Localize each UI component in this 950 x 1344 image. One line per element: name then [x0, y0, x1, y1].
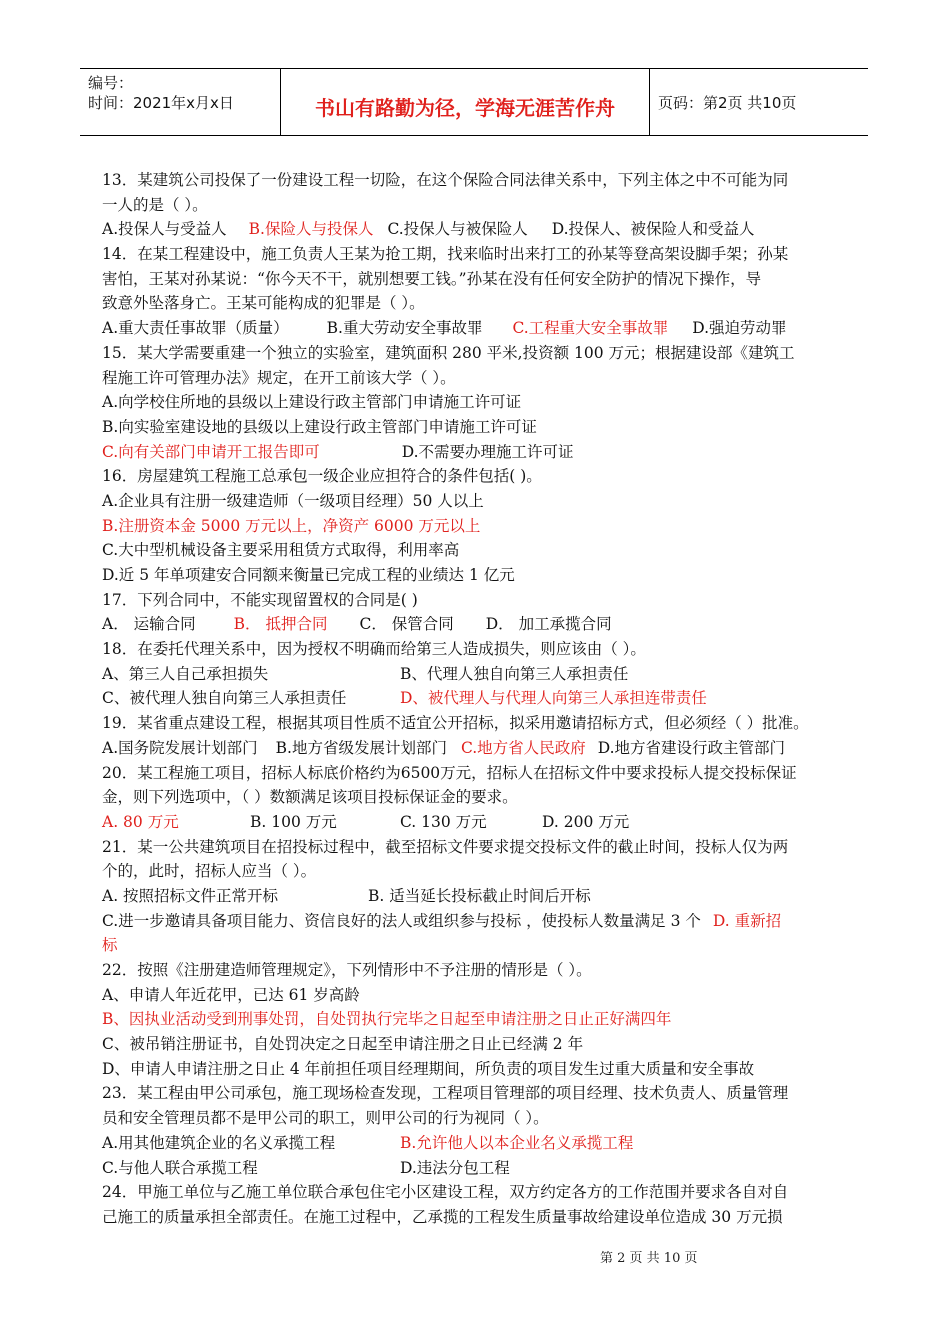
q15-option-c-answer: C.向有关部门申请开工报告即可: [102, 442, 320, 461]
header-motto: 书山有路勤为径，学海无涯苦作舟: [280, 69, 650, 135]
q21-stem-2: 个的，此时，招标人应当（ ）。: [102, 862, 317, 881]
header-page-info: 页码：第2页 共10页: [658, 93, 797, 112]
q18-option-b: B、代理人独自向第三人承担责任: [400, 664, 629, 683]
q17-options: [102, 612, 852, 637]
q13-options: [102, 217, 852, 242]
q17-option-d: D． 加工承揽合同: [485, 615, 612, 634]
document-body: [102, 168, 852, 1230]
q20-stem-2: 金，则下列选项中，（ ）数额满足该项目投标保证金的要求。: [102, 788, 518, 807]
q16-option-d: D.近 5 年单项建安合同额来衡量已完成工程的业绩达 1 亿元: [102, 566, 515, 584]
page-header: [80, 68, 868, 136]
q20-option-b: B. 100 万元: [250, 812, 337, 831]
q24-stem-2: 己施工的质量承担全部责任。在施工过程中，乙承揽的工程发生质量事故给建设单位造成 30 万元损: [102, 1207, 783, 1226]
q14-option-b: B.重大劳动安全事故罪: [326, 319, 483, 338]
q23-option-a: A.用其他建筑企业的名义承揽工程: [102, 1133, 336, 1152]
q18-options-cd: [102, 686, 852, 711]
q20-option-a-answer: A. 80 万元: [102, 812, 179, 831]
q14-option-d: D.强迫劳动罪: [692, 319, 787, 338]
q15-stem-1: 15．某大学需要重建一个独立的实验室，建筑面积 280 平米,投资额 100 万元；根据建设部《建筑工: [102, 343, 795, 362]
doc-number-label: 编号：: [88, 74, 134, 92]
q13-option-b-answer: B.保险人与投保人: [248, 220, 374, 239]
q16-option-b-answer: B.注册资本金 5000 万元以上，净资产 6000 万元以上: [102, 516, 481, 535]
q22-option-d: D、申请人申请注册之日止 4 年前担任项目经理期间，所负责的项目发生过重大质量和安全事故: [102, 1059, 755, 1078]
q23-options-cd: [102, 1156, 852, 1181]
q19-option-d: D.地方省建设行政主管部门: [597, 738, 786, 757]
q21-options-cd: [102, 909, 852, 934]
q18-options-ab: [102, 662, 852, 687]
q20-option-d: D. 200 万元: [542, 812, 630, 831]
q18-option-c: C、被代理人独自向第三人承担责任: [102, 689, 347, 708]
header-meta: [80, 69, 280, 135]
q21-options-ab: [102, 884, 852, 909]
q21-option-b: B. 适当延长投标截止时间后开标: [368, 886, 591, 905]
q21-option-a: A. 按照招标文件正常开标: [102, 886, 279, 905]
q19-option-c-answer: C.地方省人民政府: [460, 738, 586, 757]
q15-option-d: D.不需要办理施工许可证: [401, 442, 574, 461]
q23-option-b-answer: B.允许他人以本企业名义承揽工程: [400, 1133, 634, 1152]
q13-option-a: A.投保人与受益人: [102, 220, 227, 239]
q18-option-d-answer: D、被代理人与代理人向第三人承担连带责任: [400, 689, 707, 708]
q13-option-c: C.投保人与被保险人: [387, 220, 528, 239]
q18-stem: 18．在委托代理关系中，因为授权不明确而给第三人造成损失，则应该由（ ）。: [102, 640, 646, 659]
q17-option-c: C． 保管合同: [359, 615, 454, 634]
page-footer: 第 2 页 共 10 页: [600, 1251, 698, 1266]
q21-option-d-answer: D. 重新招: [712, 911, 782, 930]
q13-option-d: D.投保人、被保险人和受益人: [551, 220, 755, 239]
q19-stem: 19．某省重点建设工程，根据其项目性质不适宜公开招标，拟采用邀请招标方式，但必须经（ ）批准。: [102, 714, 809, 733]
q23-option-c: C.与他人联合承揽工程: [102, 1158, 258, 1177]
q19-option-a: A.国务院发展计划部门: [102, 738, 258, 757]
q13-stem-1: 13．某建筑公司投保了一份建设工程一切险，在这个保险合同法律关系中，下列主体之中不可能为同: [102, 171, 789, 189]
q14-option-a: A.重大责任事故罪（质量）: [102, 319, 289, 338]
q23-stem-2: 员和安全管理员都不是甲公司的职工，则甲公司的行为视同（ ）。: [102, 1109, 549, 1128]
q14-option-c-answer: C.工程重大安全事故罪: [512, 319, 669, 338]
q20-option-c: C. 130 万元: [400, 812, 487, 831]
q16-stem: 16．房屋建筑工程施工总承包一级企业应担符合的条件包括( )。: [102, 467, 542, 486]
q22-stem: 22．按照《注册建造师管理规定》，下列情形中不予注册的情形是（ ）。: [102, 961, 592, 979]
q19-option-b: B.地方省级发展计划部门: [275, 738, 447, 757]
q22-option-c: C、被吊销注册证书，自处罚决定之日起至申请注册之日止已经满 2 年: [102, 1035, 584, 1054]
q21-option-d-answer-cont: 标: [102, 936, 118, 955]
q15-option-b: B.向实验室建设地的县级以上建设行政主管部门申请施工许可证: [102, 417, 537, 436]
q23-option-d: D.违法分包工程: [400, 1158, 510, 1177]
q24-stem-1: 24．甲施工单位与乙施工单位联合承包住宅小区建设工程，双方约定各方的工作范围并要求各自对自: [102, 1183, 789, 1202]
q17-option-b-answer: B． 抵押合同: [233, 615, 328, 634]
q23-options-ab: [102, 1131, 852, 1156]
q14-stem-1: 14．在某工程建设中，施工负责人王某为抢工期，找来临时出来打工的孙某等登高架设脚手架；孙某: [102, 245, 789, 264]
q23-stem-1: 23．某工程由甲公司承包，施工现场检查发现，工程项目管理部的项目经理、技术负责人、质量管理: [102, 1084, 789, 1103]
q21-option-c: C.进一步邀请具备项目能力、资信良好的法人或组织参与投标 ，使投标人数量满足 3 个: [102, 911, 701, 930]
q16-option-a: A.企业具有注册一级建造师（一级项目经理）50 人以上: [102, 491, 484, 510]
q15-options-cd: [102, 440, 852, 465]
q14-stem-3: 致意外坠落身亡。王某可能构成的犯罪是（ ）。: [102, 294, 425, 313]
q19-options: [102, 736, 852, 761]
q15-stem-2: 程施工许可管理办法》规定，在开工前该大学（ ）。: [102, 368, 456, 387]
q22-option-b-answer: B、因执业活动受到刑事处罚，自处罚执行完毕之日起至申请注册之日止正好满四年: [102, 1010, 672, 1029]
q22-option-a: A、申请人年近花甲，已达 61 岁高龄: [102, 985, 360, 1004]
q18-option-a: A、第三人自己承担损失: [102, 664, 269, 683]
q14-options: [102, 316, 852, 341]
q16-option-c: C.大中型机械设备主要采用租赁方式取得，利用率高: [102, 541, 460, 560]
doc-date: 时间：2021年x月x日: [88, 94, 234, 112]
q20-options: [102, 810, 852, 835]
q13-stem-2: 一人的是（ ）。: [102, 195, 208, 214]
q15-option-a: A.向学校住所地的县级以上建设行政主管部门申请施工许可证: [102, 393, 522, 412]
q20-stem-1: 20．某工程施工项目，招标人标底价格约为6500万元，招标人在招标文件中要求投标人提交投标保证: [102, 763, 797, 782]
q17-option-a: A． 运输合同: [102, 615, 196, 634]
q17-stem: 17．下列合同中，不能实现留置权的合同是( ): [102, 590, 418, 609]
q14-stem-2: 害怕，王某对孙某说：“你今天不干，就别想要工钱。”孙某在没有任何安全防护的情况下操作，导: [102, 269, 762, 288]
q21-stem-1: 21．某一公共建筑项目在招投标过程中，截至招标文件要求提交投标文件的截止时间，投标人仅为两: [102, 837, 789, 856]
